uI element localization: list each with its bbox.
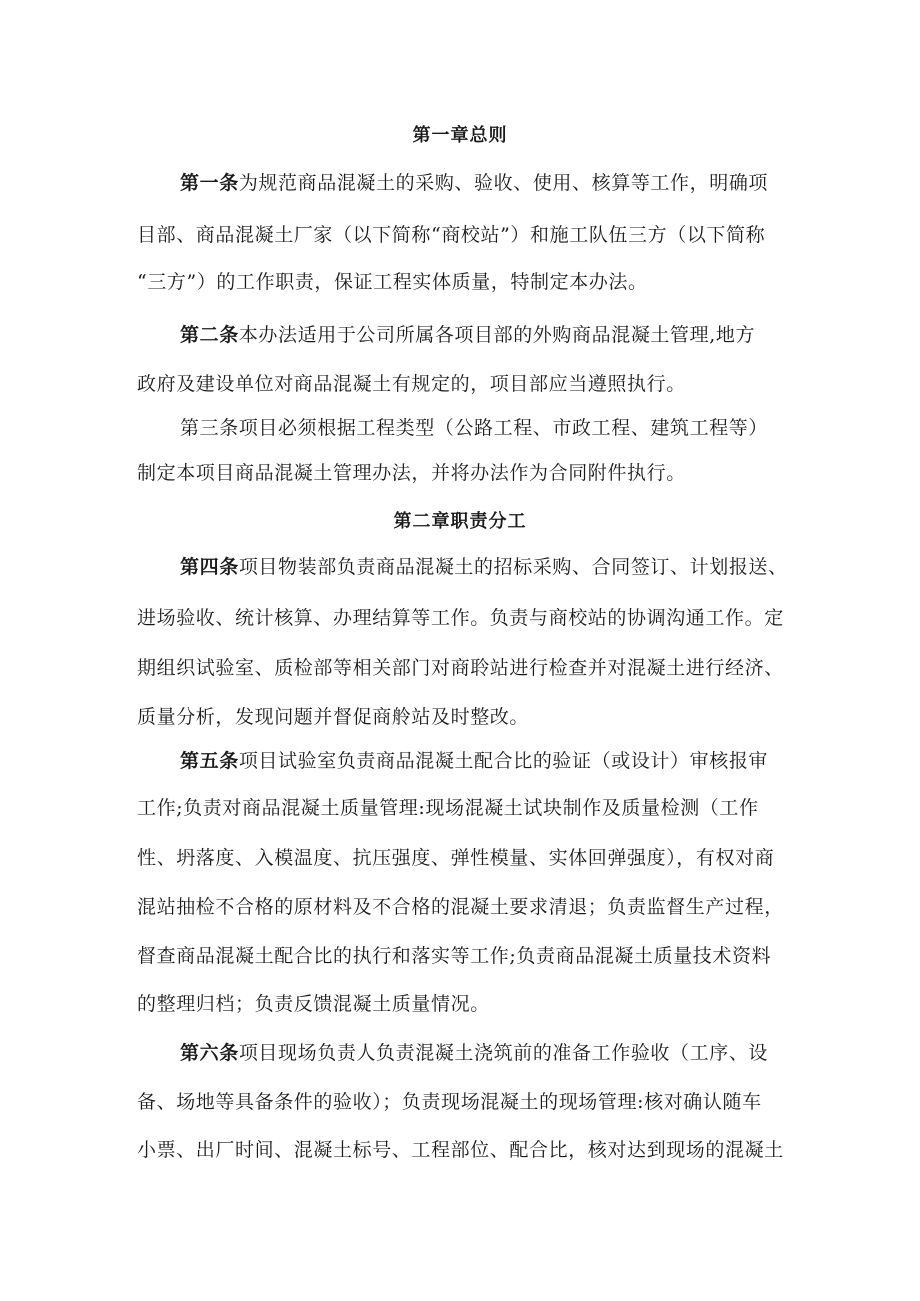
article-6-line-1: 第六条项目现场负责人负责混凝土浇筑前的准备工作验收（工序、设: [180, 1042, 769, 1064]
article-2-line-2: 政府及建设单位对商品混凝土有规定的，项目部应当遵照执行。: [137, 373, 686, 395]
article-6-label: 第六条: [180, 1042, 239, 1064]
article-2-line-1: 第二条本办法适用于公司所属各项目部的外购商品混凝土管理,地方: [180, 324, 756, 346]
article-3-line-1: 第三条项目必须根据工程类型（公路工程、市政工程、建筑工程等）: [180, 417, 769, 439]
article-4-line-4: 质量分析，发现问题并督促商舲站及时整改。: [137, 706, 530, 728]
article-1-line-1: 第一条为规范商品混凝土的采购、验收、使用、核算等工作，明确项: [180, 172, 769, 194]
article-4-line-2: 进场验收、统计核算、办理结算等工作。负责与商校站的协调沟通工作。定: [137, 607, 784, 629]
article-3-line-2: 制定本项目商品混凝土管理办法，并将办法作为合同附件执行。: [137, 462, 686, 484]
article-5-line-1: 第五条项目试验室负责商品混凝土配合比的验证（或设计）审核报审: [180, 750, 769, 772]
article-4-line-3: 期组织试验室、质检部等相关部门对商聆站进行检查并对混凝土进行经济、: [137, 657, 784, 679]
article-5-line-5: 督查商品混凝土配合比的执行和落实等工作;负责商品混凝土质量技术资料: [137, 945, 772, 967]
article-5-label: 第五条: [180, 750, 239, 772]
chapter-1-title: 第一章总则: [412, 125, 508, 146]
article-1-line-2: 目部、商品混凝土厂家（以下简称“商校站”）和施工队伍三方（以下简称: [137, 224, 766, 246]
article-5-line-3: 性、坍落度、入模温度、抗压强度、弹性模量、实体回弹强度），有权对商: [137, 847, 775, 869]
article-5-line-6: 的整理归档；负责反馈混凝土质量情况。: [137, 993, 490, 1015]
article-1-line-3: “三方”）的工作职责，保证工程实体质量，特制定本办法。: [137, 271, 648, 293]
article-5-line-4: 混站抽检不合格的原材料及不合格的混凝土要求清退；负责监督生产过程，: [137, 896, 784, 918]
article-6-line-3: 小票、出厂时间、混凝土标号、工程部位、配合比，核对达到现场的混凝土: [137, 1139, 784, 1161]
article-6-line-2: 备、场地等具备条件的验收）；负责现场混凝土的现场管理:核对确认随车: [137, 1091, 762, 1113]
article-4-line-1: 第四条项目物装部负责商品混凝土的招标采购、合同签订、计划报送、: [180, 556, 788, 578]
article-2-label: 第二条: [180, 324, 239, 346]
chapter-2-title: 第二章职责分工: [393, 511, 527, 532]
article-4-label: 第四条: [180, 556, 239, 578]
article-5-line-2: 工作;负责对商品混凝土质量管理:现场混凝土试块制作及质量检测（工作: [137, 797, 759, 819]
article-1-label: 第一条: [180, 172, 239, 194]
